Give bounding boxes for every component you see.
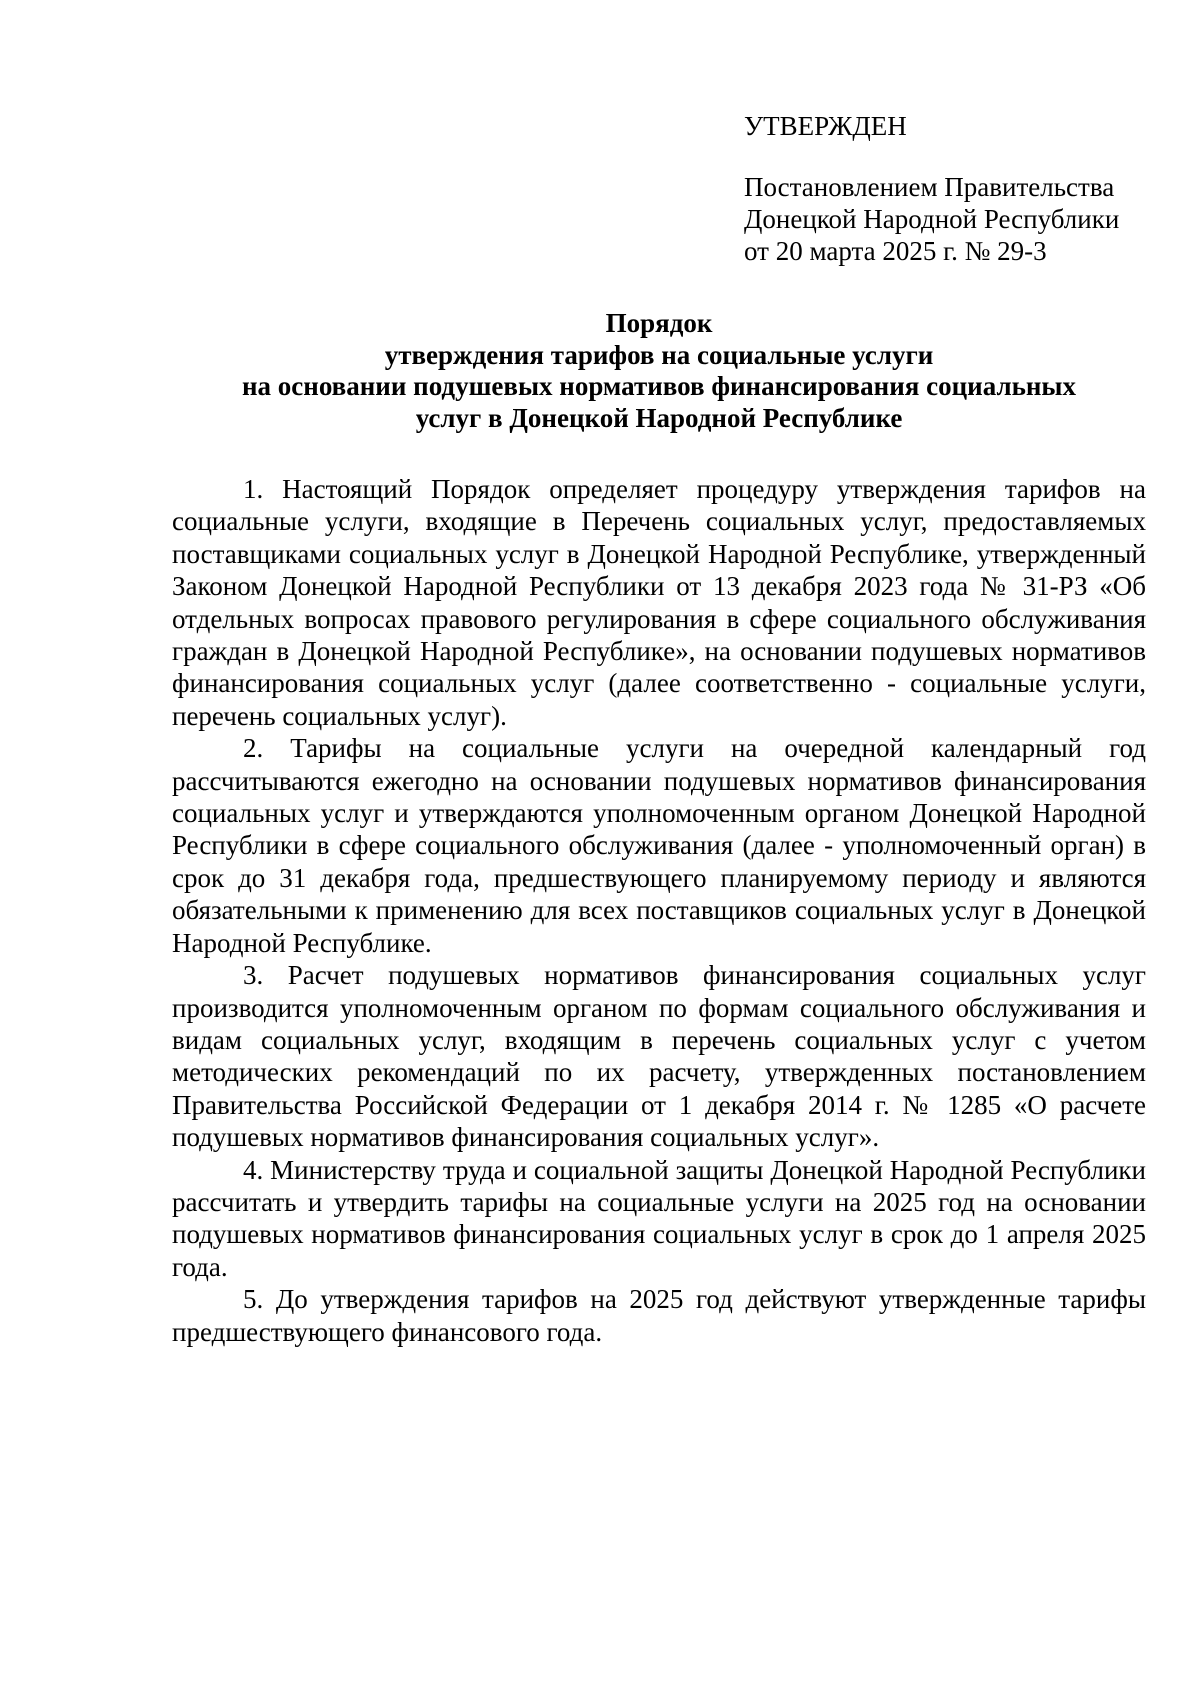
paragraph-5: 5. До утверждения тарифов на 2025 год действуют утвержденные тарифы предшествующего финансового года. — [172, 1284, 1146, 1347]
approval-block — [744, 110, 1164, 267]
document-title — [172, 308, 1146, 434]
title-line: Порядок — [605, 308, 713, 338]
paragraph-4: 4. Министерству труда и социальной защиты Донецкой Народной Республики рассчитать и утвердить тарифы на социальные услуги на 2025 год на основании подушевых нормативов финансирования социальных услуг в срок до 1 апреля 2025 года. — [172, 1154, 1146, 1282]
paragraph-2: 2. Тарифы на социальные услуги на очередной календарный год рассчитываются ежегодно на основании подушевых нормативов финансирования социальных услуг и утверждаются уполномоченным органом Донецкой Народной Республики в сфере социального обслуживания (далее - уполномоченный орган) в срок до 31 декабря года, предшествующего планируемому периоду и являются обязательными к применению для всех поставщиков социальных услуг в Донецкой Народной Республике. — [172, 733, 1146, 958]
title-line: услуг в Донецкой Народной Республике — [415, 402, 903, 433]
title-line: на основании подушевых нормативов финансирования социальных — [241, 371, 1077, 401]
paragraph-3: 3. Расчет подушевых нормативов финансирования социальных услуг производится уполномоченным органом по формам социального обслуживания и видам социальных услуг, входящим в перечень социальных услуг с учетом методических рекомендаций по их расчету, утвержденных постановлением Правительства Российской Федерации от 1 декабря 2014 г. № 1285 «О расчете подушевых нормативов финансирования социальных услуг». — [172, 960, 1146, 1153]
approval-basis-line: Постановлением Правительства — [744, 172, 1115, 202]
title-line: утверждения тарифов на социальные услуги — [384, 339, 934, 370]
paragraph-1: 1. Настоящий Порядок определяет процедуру утверждения тарифов на социальные услуги, входящие в Перечень социальных услуг, предоставляемых поставщиками социальных услуг в Донецкой Народной Республике, утвержденный Законом Донецкой Народной Республики от 13 декабря 2023 года № 31-РЗ «Об отдельных вопросах правового регулирования в сфере социального обслуживания граждан в Донецкой Народной Республике», на основании подушевых нормативов финансирования социальных услуг (далее соответственно - социальные услуги, перечень социальных услуг). — [172, 474, 1146, 731]
approval-basis-line: от 20 марта 2025 г. № 29-3 — [744, 236, 1047, 266]
approval-basis-line: Донецкой Народной Республики — [744, 204, 1120, 234]
document-body — [172, 473, 1146, 1348]
approval-stamp-heading: УТВЕРЖДЕН — [744, 111, 907, 141]
